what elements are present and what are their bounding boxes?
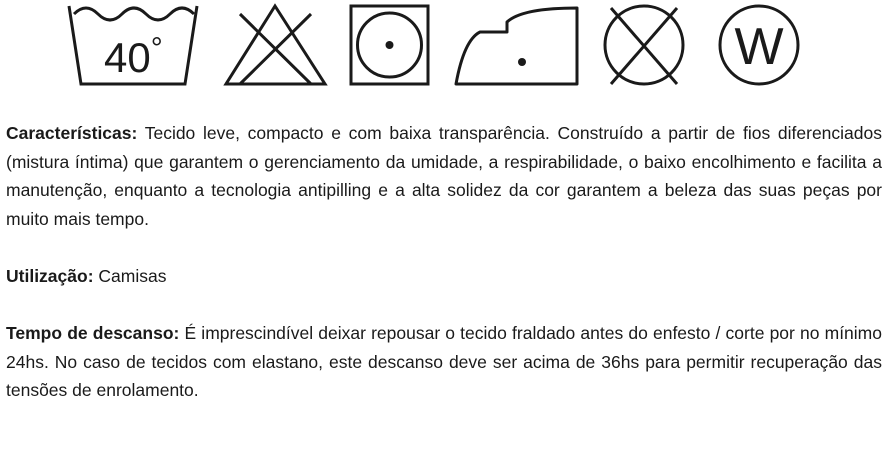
- utilizacao-text: Camisas: [93, 265, 167, 286]
- wet-clean-label: W: [734, 18, 784, 76]
- tumble-dry-low-icon: [348, 0, 433, 90]
- wet-clean-icon: [713, 0, 805, 90]
- caracteristicas-paragraph: [6, 119, 882, 233]
- care-symbols-row: [0, 0, 885, 95]
- caracteristicas-heading: Características:: [6, 123, 138, 143]
- utilizacao-paragraph: [6, 262, 882, 291]
- iron-low-icon: [452, 0, 587, 90]
- do-not-dry-clean-icon: [601, 0, 691, 90]
- caracteristicas-text: Tecido leve, compacto e com baixa transparência. Construído a partir de fios diferenciados (mistura íntima) que garantem o gerenciamento da umidade, a respirabilidade, o baixo encolhimento e facilita a manutenção, enquanto a tecnologia antipilling e a alta solidez da cor garantem a beleza das suas peças por muito mais tempo.: [6, 123, 882, 229]
- tempo-descanso-paragraph: [6, 319, 882, 405]
- tempo-descanso-heading: Tempo de descanso:: [6, 323, 180, 344]
- product-description: [6, 119, 882, 405]
- wash-temperature-label: 40°: [104, 32, 163, 81]
- do-not-bleach-icon: [218, 0, 333, 90]
- utilizacao-heading: Utilização:: [6, 265, 94, 286]
- tempo-descanso-text: É imprescindível deixar repousar o tecido fraldado antes do enfesto / corte por no mínimo 24hs. No caso de tecidos com elastano, este descanso deve ser acima de 36hs para permitir recuperação das tensões de enrolamento.: [6, 323, 882, 401]
- wash-40-icon: [66, 0, 201, 90]
